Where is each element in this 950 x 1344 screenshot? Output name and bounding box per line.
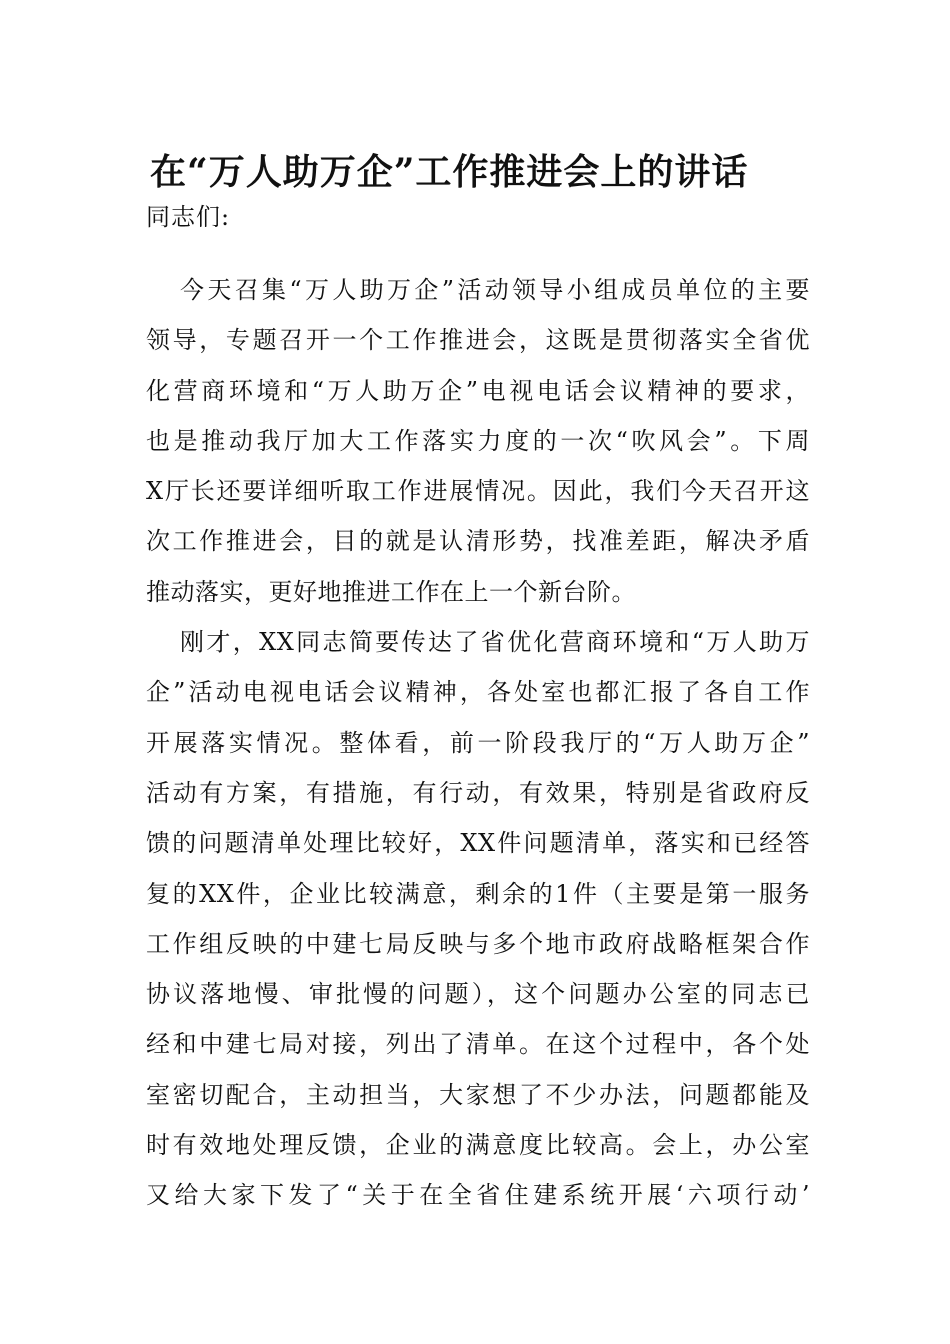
paragraph-line: 开展落实情况。整体看，前一阶段我厅的“万人助万企” xyxy=(146,728,810,757)
paragraph-line: 推动落实，更好地推进工作在上一个新台阶。 xyxy=(146,577,636,606)
paragraph-line: 又给大家下发了“关于在全省住建系统开展‘六项行动’ xyxy=(146,1181,810,1210)
paragraph-line: 也是推动我厅加大工作落实力度的一次“吹风会”。下周 xyxy=(146,426,810,455)
paragraph-line: 馈的问题清单处理比较好，XX件问题清单，落实和已经答 xyxy=(146,829,810,858)
paragraph-line: 活动有方案，有措施，有行动，有效果，特别是省政府反 xyxy=(146,778,810,807)
paragraph-line: 次工作推进会，目的就是认清形势，找准差距，解决矛盾 xyxy=(146,527,810,556)
paragraph-line: 协议落地慢、审批慢的问题），这个问题办公室的同志已 xyxy=(146,980,810,1009)
paragraph-line: 企”活动电视电话会议精神，各处室也都汇报了各自工作 xyxy=(146,678,810,707)
paragraph-line: 工作组反映的中建七局反映与多个地市政府战略框架合作 xyxy=(146,929,810,958)
salutation: 同志们: xyxy=(146,203,231,231)
paragraph-line: 时有效地处理反馈，企业的满意度比较高。会上，办公室 xyxy=(146,1131,810,1160)
paragraph-line: 化营商环境和“万人助万企”电视电话会议精神的要求， xyxy=(146,376,810,405)
paragraph-line: 刚才，XX同志简要传达了省优化营商环境和“万人助万 xyxy=(180,628,810,657)
document-title: 在“万人助万企”工作推进会上的讲话 xyxy=(150,151,749,193)
paragraph-line: 经和中建七局对接，列出了清单。在这个过程中，各个处 xyxy=(146,1030,810,1059)
paragraph-line: 复的XX件，企业比较满意，剩余的1件（主要是第一服务 xyxy=(146,879,810,908)
paragraph-line: 室密切配合，主动担当，大家想了不少办法，问题都能及 xyxy=(146,1080,810,1109)
body-text xyxy=(146,265,810,1221)
paragraph-line: 今天召集“万人助万企”活动领导小组成员单位的主要 xyxy=(180,276,810,304)
paragraph-line: 领导，专题召开一个工作推进会，这既是贯彻落实全省优 xyxy=(146,326,810,355)
paragraph-line: X厅长还要详细听取工作进展情况。因此，我们今天召开这 xyxy=(146,477,810,506)
